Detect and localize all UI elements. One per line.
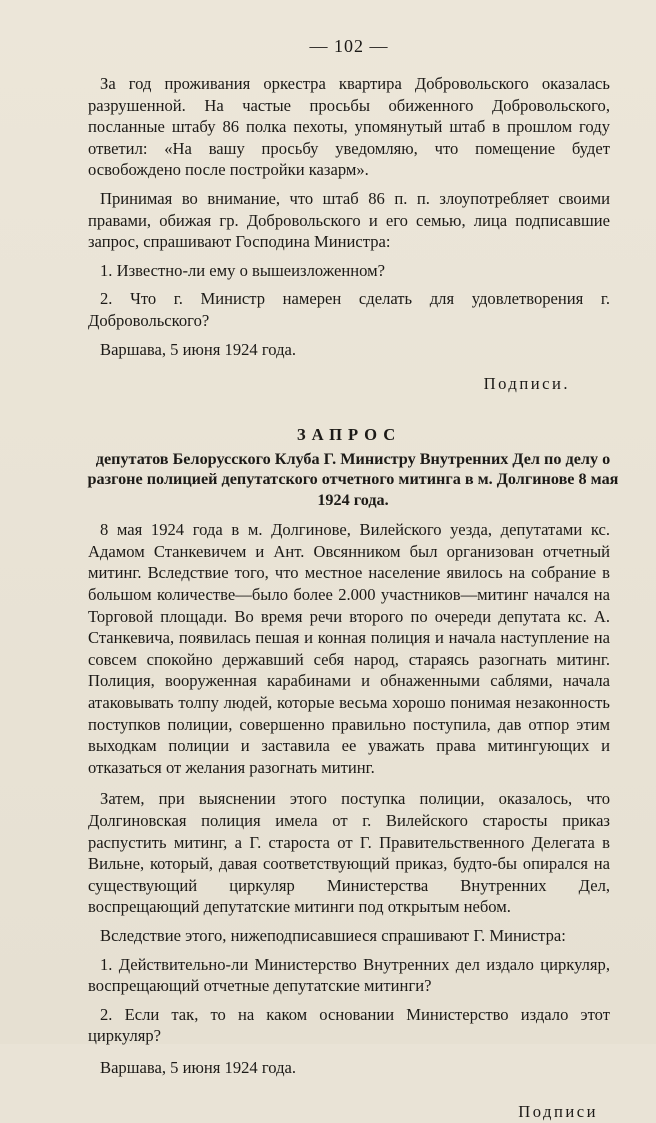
section2-paragraph-1: 8 мая 1924 года в м. Долгинове, Вилейского уезда, депутатами кс. Адамом Станкевичем и Ант. Овсянником был организован отчетный митинг. Вследствие того, что местное население явилось на собрание в большом количестве—было более 2.000 участников—митинг начался на Торговой площади. Во время речи второго по очереди депутата кс. А. Станкевича, появилась пешая и конная полиция и начала наступление на совсем спокойно державший себя народ, стараясь разогнать митинг. Полиция, вооруженная карабинами и обнаженными саблями, начала атаковывать толпу людей, которые весьма хорошо понимая незаконность поступков полиции, совершенно правильно поступила, дав отпор этим выходкам полиции и заставила ее уважать права митингующих и отказаться от желания разогнать митинг.	[88, 520, 610, 777]
section1-paragraph-2: Принимая во внимание, что штаб 86 п. п. злоупотребляет своими правами, обижая гр. Добровольского и его семью, лица подписавшие запрос, спрашивают Господина Министра:	[88, 188, 610, 252]
page-number: — 102 —	[309, 36, 389, 56]
section1-signature: Подписи.	[483, 374, 570, 394]
section2-date: Варшава, 5 июня 1924 года.	[100, 1057, 297, 1077]
section2-question-1: 1. Действительно-ли Министерство Внутренних дел издало циркуляр, воспрещающий отчетные депутатские митинги?	[88, 954, 610, 996]
section1-date: Варшава, 5 июня 1924 года.	[100, 339, 297, 359]
section2-paragraph-3: Вследствие этого, нижеподписавшиеся спрашивают Г. Министра:	[100, 925, 566, 945]
section2-question-2: 2. Если так, то на каком основании Министерство издало этот циркуляр?	[88, 1004, 610, 1046]
request-subheading: депутатов Белорусского Клуба Г. Министру Внутренних Дел по делу о разгоне полицией депутатского отчетного митинга в м. Долгинове 8 мая 1924 года.	[87, 449, 619, 509]
section1-question-1: 1. Известно-ли ему о вышеизложенном?	[100, 260, 385, 280]
section2-paragraph-2: Затем, при выяснении этого поступка полиции, оказалось, что Долгиновская полиция имела от г. Вилейского старосты приказ распустить митинг, а Г. староста от Г. Правительственного Делегата в Вильне, который, давая соответствующий приказ, будто-бы опирался на существующий циркуляр Министерства Внутренних Дел, воспрещающий депутатские митинги под открытым небом.	[88, 789, 610, 917]
section1-paragraph-1: За год проживания оркестра квартира Добровольского оказалась разрушенной. На частые просьбы обиженного Добровольского, посланные штабу 86 полка пехоты, упомянутый штаб в прошлом году ответил: «На вашу просьбу уведомляю, что помещение будет освобождено после постройки казарм».	[88, 74, 610, 180]
section2-signature: Подписи	[518, 1102, 598, 1122]
section1-question-2: 2. Что г. Министр намерен сделать для удовлетворения г. Добровольского?	[88, 289, 610, 330]
request-heading: ЗАПРОС	[296, 424, 402, 444]
